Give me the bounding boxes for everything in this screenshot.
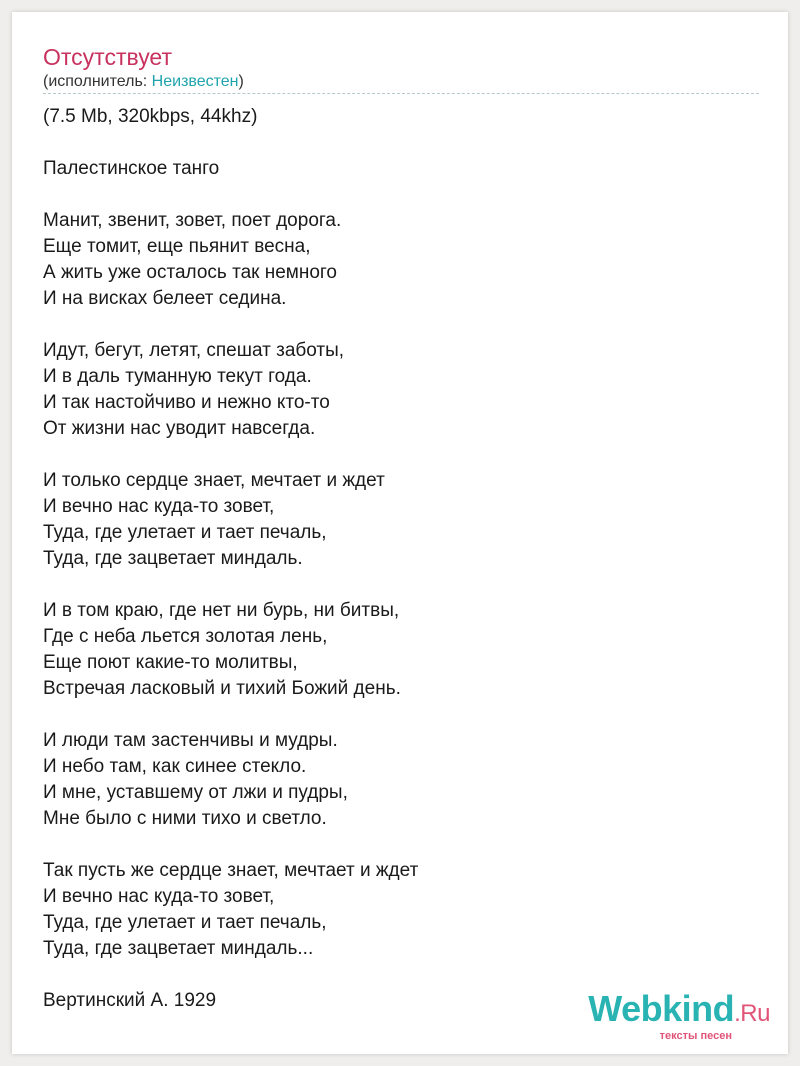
lyric-line: Вертинский А. 1929 <box>43 990 217 1011</box>
lyric-line: Идут, бегут, летят, спешат заботы, <box>43 340 345 361</box>
lyric-line: Встречая ласковый и тихий Божий день. <box>43 678 401 699</box>
lyric-line: И только сердце знает, мечтает и ждет <box>43 470 385 491</box>
site-logo[interactable] <box>588 988 770 1042</box>
logo-wordmark <box>588 988 770 1032</box>
stanza-break <box>43 962 418 988</box>
logo-tld: .Ru <box>734 1000 770 1027</box>
lyric-line: И в даль туманную текут года. <box>43 366 312 387</box>
lyric-line: (7.5 Mb, 320kbps, 44khz) <box>43 106 258 127</box>
lyric-line: Палестинское танго <box>43 158 220 179</box>
logo-tagline: тексты песен <box>659 1030 732 1042</box>
artist-suffix: ) <box>238 73 244 90</box>
lyrics-body <box>43 104 418 1014</box>
divider <box>43 93 759 94</box>
lyric-line: Туда, где улетает и тает печаль, <box>43 522 327 543</box>
lyric-line: И так настойчиво и нежно кто-то <box>43 392 330 413</box>
lyric-line: Мне было с ними тихо и светло. <box>43 808 327 829</box>
logo-name: Webkind <box>588 988 735 1029</box>
lyric-line: Туда, где улетает и тает печаль, <box>43 912 327 933</box>
lyric-line: Манит, звенит, зовет, поет дорога. <box>43 210 342 231</box>
lyric-line: Так пусть же сердце знает, мечтает и ждет <box>43 860 419 881</box>
stanza-break <box>43 572 418 598</box>
lyric-line: И вечно нас куда-то зовет, <box>43 886 275 907</box>
artist-prefix: (исполнитель: <box>43 73 152 90</box>
lyric-line: Еще поют какие-то молитвы, <box>43 652 298 673</box>
lyric-line: Еще томит, еще пьянит весна, <box>43 236 311 257</box>
lyric-line: И в том краю, где нет ни бурь, ни битвы, <box>43 600 400 621</box>
lyric-line: И небо там, как синее стекло. <box>43 756 307 777</box>
lyric-line: И мне, уставшему от лжи и пудры, <box>43 782 348 803</box>
stanza-break <box>43 130 418 156</box>
stanza-break <box>43 702 418 728</box>
lyric-line: И вечно нас куда-то зовет, <box>43 496 275 517</box>
song-title: Отсутствует <box>43 44 172 70</box>
artist-line <box>43 72 244 92</box>
lyric-line: И на висках белеет седина. <box>43 288 287 309</box>
lyric-line: И люди там застенчивы и мудры. <box>43 730 338 751</box>
stanza-break <box>43 442 418 468</box>
lyric-line: Туда, где зацветает миндаль... <box>43 938 314 959</box>
lyric-line: Туда, где зацветает миндаль. <box>43 548 303 569</box>
stanza-break <box>43 182 418 208</box>
stanza-break <box>43 312 418 338</box>
lyric-line: Где с неба льется золотая лень, <box>43 626 328 647</box>
stanza-break <box>43 832 418 858</box>
lyric-line: От жизни нас уводит навсегда. <box>43 418 316 439</box>
lyric-line: А жить уже осталось так немного <box>43 262 337 283</box>
lyrics-page <box>12 12 788 1054</box>
artist-link[interactable]: Неизвестен <box>151 73 239 90</box>
